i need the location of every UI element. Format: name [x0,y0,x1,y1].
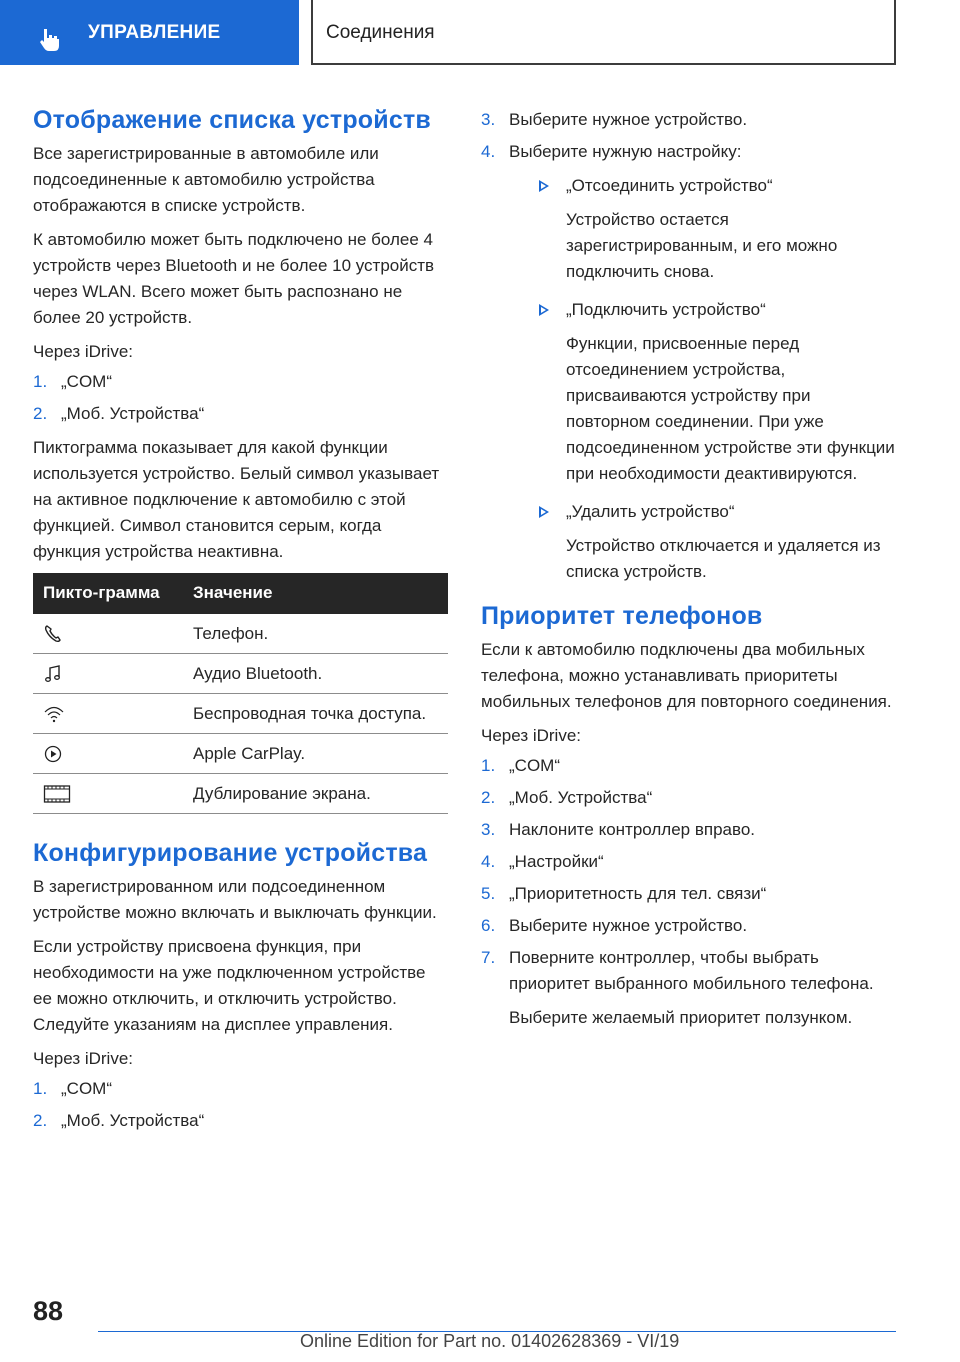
carplay-icon [43,744,63,764]
step-text: „COM“ [61,1079,112,1098]
section-tab-label: УПРАВЛЕНИЕ [88,22,221,43]
table-cell: Аудио Bluetooth. [183,654,448,694]
table-row [33,694,448,734]
paragraph: Если устройству присвоена функция, при необходимости на уже подключенном устройстве ее можно отключить, и отключить устройство. Следуйте указаниям на дисплее управления. [33,937,426,1034]
table-cell: Беспроводная точка доступа. [183,694,448,734]
paragraph: Если к автомобилю подключены два мобильных телефона, можно устанавливать приоритеты мобильных телефонов для повторного соединения. [481,640,892,711]
table-row [33,614,448,654]
option-title: „Отсоединить устройство“ [566,176,773,195]
steps-list [481,107,896,585]
step-text: Выберите нужную настройку: [509,142,742,161]
option-item [537,297,896,487]
page-number: 88 [33,1296,64,1326]
paragraph: В зарегистрированном или подсоединенном устройстве можно включать и выключать функции. [33,877,437,922]
option-description: Устройство остается зарегистрированным, и его можно подключить снова. [566,210,838,281]
step-item [481,139,896,585]
steps-list [481,753,896,1031]
phone-icon [43,624,63,644]
step-item [481,913,896,939]
step-text: „Настройки“ [509,852,604,871]
option-item [537,173,896,285]
music-note-icon [43,664,63,684]
section-title-phone-priority: Приоритет телефонов [481,602,763,630]
wifi-icon [43,704,65,724]
chapter-title: Соединения [326,22,435,43]
option-title: „Подключить устройство“ [566,300,766,319]
triangle-bullet-icon [539,506,549,518]
step-number: 3. [481,110,496,129]
step-item [481,785,896,811]
step-number: 2. [33,404,48,423]
step-item [481,881,896,907]
left-column [33,103,448,1142]
step-text: Поверните контроллер, чтобы выбрать приоритет выбранного мобильного телефона. [509,948,874,993]
step-text: Выберите нужное устройство. [509,110,748,129]
step-item [481,945,896,1031]
step-text: Наклоните контроллер вправо. [509,820,756,839]
step-text: „Моб. Устройства“ [61,404,205,423]
step-number: 4. [481,142,496,161]
step-item [481,753,896,779]
step-number: 2. [481,788,496,807]
step-text: „Моб. Устройства“ [509,788,653,807]
step-item [481,849,896,875]
option-description: Функции, присвоенные перед отсоединением устройства, присваиваются устройству при повторном соединении. При уже подсоединенном устройстве эти функции при необходимости деактивируются. [566,334,895,483]
paragraph: К автомобилю может быть подключено не более 4 устройств через Bluetooth и не более 10 устройств через WLAN. Всего может быть распознано не более 20 устройств. [33,230,435,327]
table-row [33,774,448,814]
step-item [33,401,448,427]
via-idrive-label: Через iDrive: [481,726,582,745]
step-note: Выберите желаемый приоритет ползунком. [509,1008,853,1027]
steps-list [33,1076,448,1134]
option-item [537,499,896,585]
pictogram-table [33,573,448,814]
step-item [33,369,448,395]
step-text: Выберите нужное устройство. [509,916,748,935]
table-header-meaning: Значение [183,573,448,614]
section-title-device-config: Конфигурирование устройства [33,839,428,867]
screen-mirroring-icon [43,784,71,804]
table-header-pictogram: Пикто-грамма [33,573,183,614]
right-column [481,107,896,1039]
step-number: 7. [481,948,496,967]
table-cell: Дублирование экрана. [183,774,448,814]
steps-list [33,369,448,427]
options-list [537,173,896,585]
paragraph: Пиктограмма показывает для какой функции используется устройство. Белый символ указывает на активное подключение к автомобилю с этой функцией. Символ становится серым, когда функция устройства неактивна. [33,438,440,561]
edition-text: Online Edition for Part no. 01402628369 - VI/19 [300,1331,680,1351]
step-number: 1. [33,1079,48,1098]
step-number: 3. [481,820,496,839]
table-row [33,734,448,774]
step-number: 1. [481,756,496,775]
step-item [481,107,896,133]
step-number: 6. [481,916,496,935]
table-cell: Apple CarPlay. [183,734,448,774]
via-idrive-label: Через iDrive: [33,342,134,361]
paragraph: Все зарегистрированные в автомобиле или подсоединенные к автомобилю устройства отображаются в списке устройств. [33,144,379,215]
step-text: „Моб. Устройства“ [61,1111,205,1130]
step-number: 5. [481,884,496,903]
step-text: „COM“ [509,756,560,775]
step-text: „COM“ [61,372,112,391]
option-description: Устройство отключается и удаляется из списка устройств. [566,536,881,581]
step-number: 2. [33,1111,48,1130]
triangle-bullet-icon [539,180,549,192]
triangle-bullet-icon [539,304,549,316]
table-row [33,654,448,694]
hand-pointer-icon [38,27,64,53]
option-title: „Удалить устройство“ [566,502,735,521]
step-item [33,1076,448,1102]
step-item [33,1108,448,1134]
step-text: „Приоритетность для тел. связи“ [509,884,767,903]
step-number: 4. [481,852,496,871]
table-cell: Телефон. [183,614,448,654]
step-item [481,817,896,843]
section-title-device-list: Отображение списка устройств [33,106,431,134]
table-header-row [33,573,448,614]
section-tab[interactable] [0,0,299,65]
step-number: 1. [33,372,48,391]
via-idrive-label: Через iDrive: [33,1049,134,1068]
